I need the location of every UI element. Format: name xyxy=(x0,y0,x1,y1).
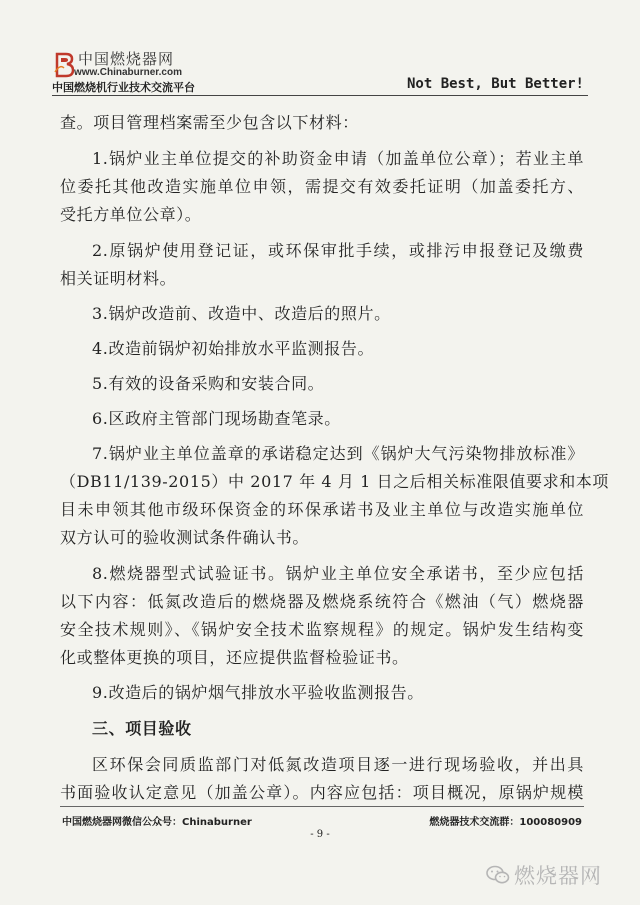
paragraph-line: 7.锅炉业主单位盖章的承诺稳定达到《锅炉大气污染物排放标准》 xyxy=(92,444,584,463)
paragraph-line: 相关证明材料。 xyxy=(60,269,177,288)
header-divider xyxy=(52,95,588,96)
footer-tech-group: 燃烧器技术交流群：100080909 xyxy=(429,817,582,828)
footer-wechat-account: 中国燃烧器网微信公众号：Chinaburner xyxy=(62,817,252,828)
paragraph-line: 2.原锅炉使用登记证，或环保审批手续，或排污申报登记及缴费 xyxy=(92,241,584,260)
paragraph-line: 3.锅炉改造前、改造中、改造后的照片。 xyxy=(92,304,391,323)
paragraph-line: 查。项目管理档案需至少包含以下材料： xyxy=(60,113,359,132)
logo-title: 中国燃烧器网 xyxy=(78,50,175,68)
paragraph-line: 1.锅炉业主单位提交的补助资金申请（加盖单位公章）；若业主单 xyxy=(92,149,584,168)
footer-divider xyxy=(60,806,584,807)
page-header xyxy=(52,44,588,96)
paragraph-line: 6.区政府主管部门现场勘查笔录。 xyxy=(92,409,341,428)
paragraph-line: 书面验收认定意见（加盖公章）。内容应包括：项目概况，原锅炉规模 xyxy=(60,783,584,802)
paragraph-line: （DB11/139-2015）中 2017 年 4 月 1 日之后相关标准限值要求和本项 xyxy=(60,472,609,491)
paragraph-line: 受托方单位公章）。 xyxy=(60,205,202,224)
paragraph-line: 5.有效的设备采购和安装合同。 xyxy=(92,374,325,393)
wechat-icon xyxy=(486,864,510,886)
header-slogan: Not Best, But Better! xyxy=(406,76,584,92)
paragraph-line: 区环保会同质监部门对低氮改造项目逐一进行现场验收，并出具 xyxy=(92,755,584,774)
paragraph-line: 位委托其他改造实施单位申领，需提交有效委托证明（加盖委托方、 xyxy=(60,177,584,196)
paragraph-line: 以下内容：低氮改造后的燃烧器及燃烧系统符合《燃油（气）燃烧器 xyxy=(60,592,584,611)
paragraph-line: 双方认可的验收测试条件确认书。 xyxy=(60,528,310,547)
watermark-text: 燃烧器网 xyxy=(514,864,602,888)
chinaburner-logo-icon xyxy=(54,52,74,78)
logo-url: www.Chinaburner.com xyxy=(74,67,182,78)
watermark xyxy=(486,860,606,890)
paragraph-line: 目未申领其他市级环保资金的环保承诺书及业主单位与改造实施单位 xyxy=(60,500,584,519)
paragraph-line: 4.改造前锅炉初始排放水平监测报告。 xyxy=(92,339,375,358)
section-heading: 三、项目验收 xyxy=(92,719,192,738)
paragraph-line: 8.燃烧器型式试验证书。锅炉业主单位安全承诺书，至少应包括 xyxy=(92,564,584,583)
paragraph-line: 9.改造后的锅炉烟气排放水平验收监测报告。 xyxy=(92,683,424,702)
paragraph-line: 化或整体更换的项目，还应提供监督检验证书。 xyxy=(60,648,409,667)
header-subtitle: 中国燃烧机行业技术交流平台 xyxy=(52,81,195,94)
paragraph-line: 安全技术规则》、《锅炉安全技术监察规程》的规定。锅炉发生结构变 xyxy=(60,620,584,639)
page-number: - 9 - xyxy=(310,829,330,840)
